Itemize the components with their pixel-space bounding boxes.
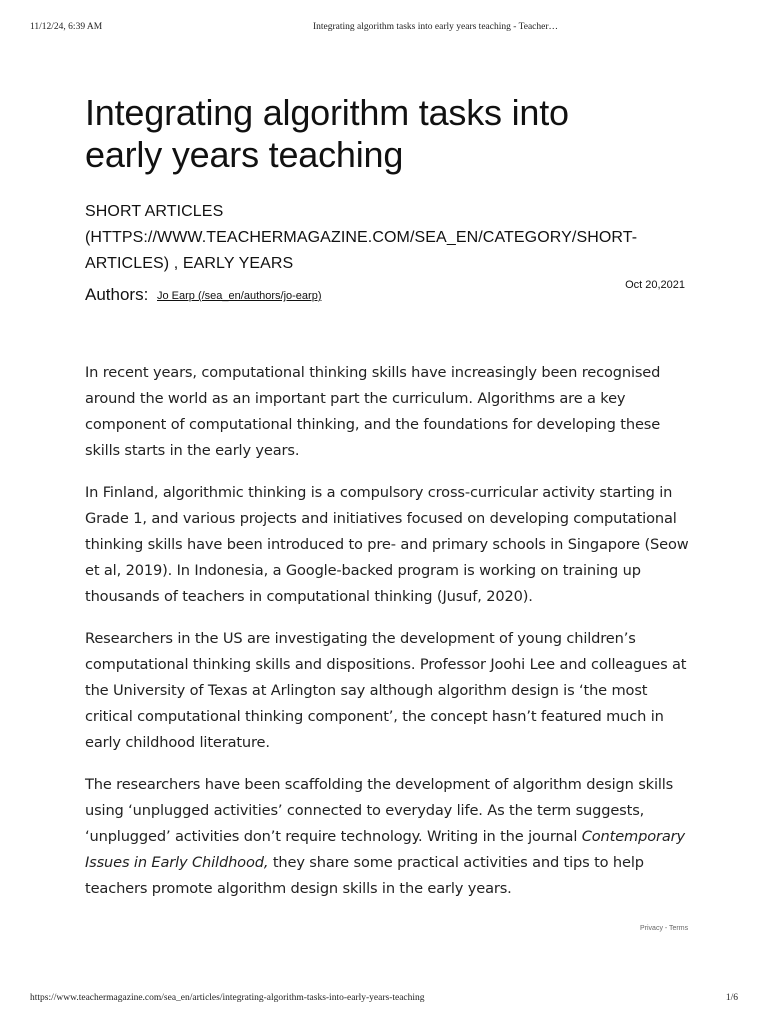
paragraph: Researchers in the US are investigating the development of young children’s computational thinking skills and dispositions. Professor Joohi Lee and colleagues at the University of Texas at Arlington say although algorithm design is ‘the most critical computational thinking component’, the concept hasn’t featured much in early childhood literature.	[85, 630, 687, 751]
journal-title: Contemporary Issues in Early Childhood,	[85, 828, 685, 871]
headline-line-1: Integrating algorithm tasks into	[85, 92, 569, 133]
print-footer	[0, 993, 768, 1005]
paragraph-text: The researchers have been scaffolding the development of algorithm design skills using ‘unplugged activities’ connected to everyday life. As the term suggests, ‘unplugged’ activities don’t require technology. Writing in the journal	[85, 776, 674, 845]
headline-line-2: early years teaching	[85, 134, 404, 175]
print-page-title: Integrating algorithm tasks into early years teaching - Teacher…	[313, 22, 559, 32]
article-headline	[85, 92, 697, 176]
paragraph-text: they share some practical activities and tips to help teachers promote algorithm design skills in the early years.	[85, 854, 644, 897]
author-link[interactable]: Jo Earp (/sea_en/authors/jo-earp)	[157, 290, 322, 302]
print-datetime: 11/12/24, 6:39 AM	[30, 22, 103, 32]
print-url: https://www.teachermagazine.com/sea_en/articles/integrating-algorithm-tasks-into-early-years-teaching	[30, 993, 425, 1003]
article-body	[85, 360, 697, 902]
print-header	[0, 22, 768, 34]
paragraph: In Finland, algorithmic thinking is a compulsory cross-curricular activity starting in Grade 1, and various projects and initiatives focused on developing computational thinking skills have been introduced to pre- and primary schools in Singapore (Seow et al, 2019). In Indonesia, a Google-backed program is working on training up thousands of teachers in computational thinking (Jusuf, 2020).	[85, 484, 689, 605]
article-categories[interactable]: SHORT ARTICLES (HTTPS://WWW.TEACHERMAGAZINE.COM/SEA_EN/CATEGORY/SHORT-ARTICLES) , EARLY YEARS	[85, 203, 638, 272]
article-meta	[85, 279, 697, 313]
paragraph: In recent years, computational thinking skills have increasingly been recognised around the world as an important part the curriculum. Algorithms are a key component of computational thinking, and the foundations for developing these skills starts in the early years.	[85, 364, 661, 459]
article	[85, 92, 697, 902]
page-number: 1/6	[725, 993, 738, 1003]
article-date: Oct 20,2021	[625, 279, 685, 291]
paragraph-last	[85, 772, 697, 902]
recaptcha-privacy-terms[interactable]: Privacy - Terms	[640, 925, 689, 932]
authors-label: Authors:	[85, 285, 149, 304]
